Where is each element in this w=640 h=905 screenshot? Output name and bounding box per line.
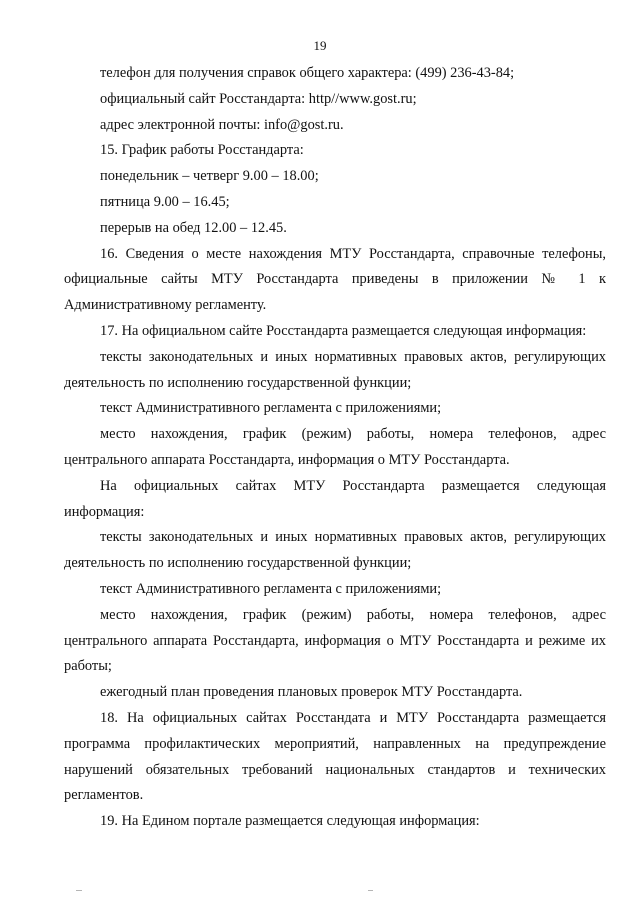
paragraph-website: официальный сайт Росстандарта: http//www.gost.ru; — [100, 90, 417, 107]
paragraph-mtu-sites: На официальных сайтах МТУ Росстандарта размещается следующая информация: — [64, 477, 606, 520]
paragraph-schedule-heading: 15. График работы Росстандарта: — [100, 142, 304, 159]
document-body — [64, 61, 606, 835]
paragraph-mtu-item-regulation: текст Административного регламента с приложениями; — [100, 580, 442, 597]
paragraph-schedule-mon-thu: понедельник – четверг 9.00 – 18.00; — [100, 168, 319, 185]
paragraph-schedule-lunch: перерыв на обед 12.00 – 12.45. — [100, 219, 287, 236]
paragraph-schedule-friday: пятница 9.00 – 16.45; — [100, 193, 230, 210]
paragraph-16: 16. Сведения о месте нахождения МТУ Росстандарта, справочные телефоны, официальные сайты МТУ Росстандарта приведены в приложении № 1 к Административному регламенту. — [64, 245, 606, 314]
paragraph-mtu-item-location: место нахождения, график (режим) работы, номера телефонов, адрес центрального аппарата Росстандарта, информация о МТУ Росстандарта и режиме их работы; — [64, 606, 606, 675]
page-number: 19 — [313, 38, 327, 53]
paragraph-17-item-laws: тексты законодательных и иных нормативных правовых актов, регулирующих деятельность по исполнению государственной функции; — [64, 348, 606, 391]
paragraph-18: 18. На официальных сайтах Росстандата и МТУ Росстандарта размещается программа профилактических мероприятий, направленных на предупреждение нарушений обязательных требований национальных стандартов и технических регламентов. — [64, 709, 606, 804]
paragraph-19: 19. На Едином портале размещается следующая информация: — [100, 813, 480, 830]
paragraph-mtu-item-laws: тексты законодательных и иных нормативных правовых актов, регулирующих деятельность по исполнению государственной функции; — [64, 529, 606, 572]
paragraph-17: 17. На официальном сайте Росстандарта размещается следующая информация: — [100, 322, 587, 339]
paragraph-phone: телефон для получения справок общего характера: (499) 236-43-84; — [100, 65, 515, 81]
paragraph-17-item-regulation: текст Административного регламента с приложениями; — [100, 400, 442, 417]
paragraph-mtu-item-inspection-plan: ежегодный план проведения плановых проверок МТУ Росстандарта. — [100, 684, 523, 701]
paragraph-17-item-location: место нахождения, график (режим) работы, номера телефонов, адрес центрального аппарата Росстандарта, информация о МТУ Росстандарта. — [64, 426, 606, 468]
paragraph-email: адрес электронной почты: info@gost.ru. — [100, 116, 344, 133]
scan-mark-left — [76, 890, 82, 891]
scan-mark-right — [368, 890, 373, 891]
